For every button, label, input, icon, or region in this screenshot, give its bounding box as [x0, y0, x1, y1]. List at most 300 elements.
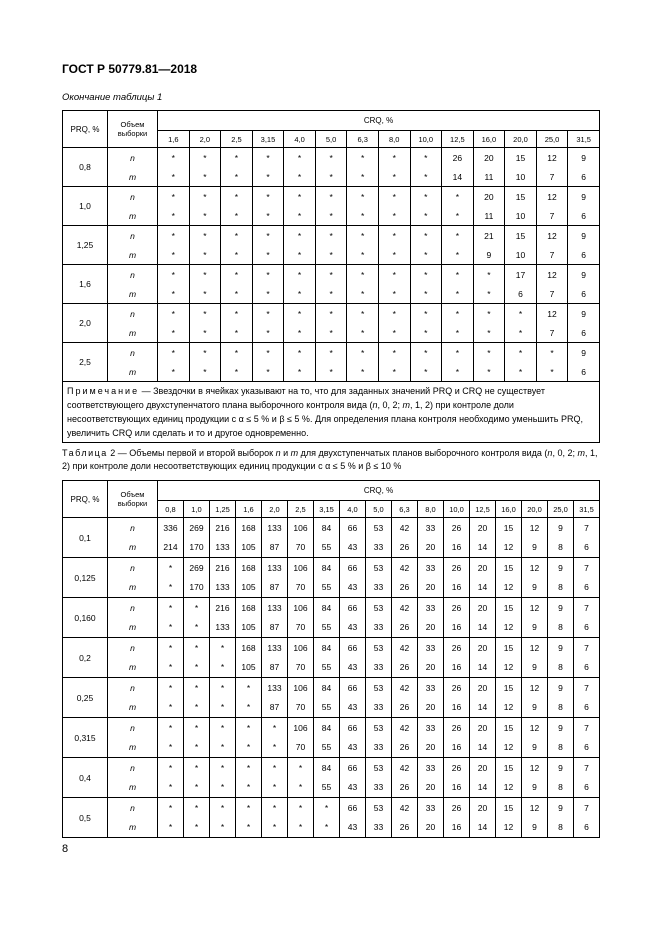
caption-text: , 1, 2) при контроле доли несоответствующих единиц продукции с α ≤ 5 % и β ≤ 10 % — [62, 448, 598, 471]
value-cell: 43 — [340, 778, 366, 798]
value-cell: 15 — [496, 558, 522, 578]
value-cell: * — [284, 226, 316, 246]
value-cell: 12 — [496, 738, 522, 758]
value-cell: 133 — [262, 638, 288, 658]
value-cell: 12 — [522, 758, 548, 778]
value-cell: * — [252, 187, 284, 207]
value-cell: 33 — [366, 778, 392, 798]
value-cell: * — [184, 758, 210, 778]
value-cell: 7 — [574, 638, 600, 658]
value-cell: * — [284, 323, 316, 343]
value-cell: 9 — [548, 718, 574, 738]
value-cell: * — [442, 245, 474, 265]
value-cell: * — [315, 226, 347, 246]
value-cell: 216 — [210, 518, 236, 538]
value-cell: 20 — [418, 778, 444, 798]
note-text: , 0, 2; — [377, 400, 403, 410]
value-cell: 133 — [210, 578, 236, 598]
value-cell: 42 — [392, 718, 418, 738]
value-cell: 14 — [470, 578, 496, 598]
table-row — [63, 798, 600, 818]
value-cell: 33 — [418, 638, 444, 658]
value-cell: 15 — [505, 226, 537, 246]
value-cell: 133 — [210, 538, 236, 558]
value-cell: 42 — [392, 798, 418, 818]
sample-symbol-cell: m — [108, 738, 158, 758]
value-cell: 12 — [496, 778, 522, 798]
table-row — [63, 578, 600, 598]
value-cell: * — [284, 362, 316, 382]
value-cell: 53 — [366, 798, 392, 818]
crq-column-header: 12,5 — [442, 131, 474, 148]
prq-cell: 0,315 — [63, 718, 108, 758]
value-cell: 66 — [340, 558, 366, 578]
value-cell: 26 — [392, 818, 418, 838]
value-cell: * — [347, 245, 379, 265]
value-cell: * — [284, 265, 316, 285]
value-cell: 9 — [522, 658, 548, 678]
value-cell: 106 — [288, 678, 314, 698]
value-cell: * — [288, 758, 314, 778]
value-cell: * — [210, 698, 236, 718]
crq-column-header: 5,0 — [315, 131, 347, 148]
value-cell: * — [158, 265, 190, 285]
value-cell: * — [221, 323, 253, 343]
value-cell: * — [158, 284, 190, 304]
crq-column-header: 3,15 — [252, 131, 284, 148]
value-cell: 8 — [548, 698, 574, 718]
value-cell: 20 — [470, 598, 496, 618]
value-cell: * — [347, 362, 379, 382]
value-cell: 9 — [522, 818, 548, 838]
value-cell: * — [442, 343, 474, 363]
value-cell: * — [347, 167, 379, 187]
value-cell: 12 — [496, 658, 522, 678]
value-cell: 26 — [392, 778, 418, 798]
value-cell: 12 — [496, 578, 522, 598]
value-cell: 20 — [470, 518, 496, 538]
value-cell: * — [236, 778, 262, 798]
value-cell: * — [189, 265, 221, 285]
value-cell: 12 — [522, 558, 548, 578]
value-cell: * — [236, 718, 262, 738]
crq-column-header: 31,5 — [574, 501, 600, 518]
sample-symbol-cell: n — [108, 678, 158, 698]
prq-cell: 1,0 — [63, 187, 108, 226]
value-cell: * — [221, 284, 253, 304]
value-cell: * — [442, 323, 474, 343]
value-cell: 6 — [568, 362, 600, 382]
value-cell: 84 — [314, 718, 340, 738]
value-cell: * — [158, 245, 190, 265]
value-cell: * — [284, 284, 316, 304]
caption-symbol-n: n — [275, 448, 281, 458]
value-cell: 133 — [262, 558, 288, 578]
value-cell: * — [236, 678, 262, 698]
value-cell: * — [189, 245, 221, 265]
value-cell: 42 — [392, 758, 418, 778]
value-cell: 87 — [262, 538, 288, 558]
value-cell: 16 — [444, 578, 470, 598]
value-cell: 26 — [444, 598, 470, 618]
value-cell: * — [262, 778, 288, 798]
value-cell: 14 — [470, 618, 496, 638]
table-row — [63, 148, 600, 168]
value-cell: * — [536, 362, 568, 382]
value-cell: 9 — [548, 678, 574, 698]
value-cell: * — [536, 343, 568, 363]
value-cell: 7 — [574, 798, 600, 818]
value-cell: * — [252, 167, 284, 187]
value-cell: 16 — [444, 698, 470, 718]
value-cell: * — [378, 167, 410, 187]
value-cell: * — [262, 758, 288, 778]
value-cell: 9 — [522, 698, 548, 718]
value-cell: 9 — [473, 245, 505, 265]
table-row — [63, 718, 600, 738]
value-cell: 9 — [568, 343, 600, 363]
value-cell: 168 — [236, 598, 262, 618]
sample-symbol-cell: n — [108, 304, 158, 324]
value-cell: * — [284, 167, 316, 187]
value-cell: 84 — [314, 518, 340, 538]
value-cell: * — [315, 148, 347, 168]
value-cell: * — [184, 638, 210, 658]
value-cell: * — [473, 284, 505, 304]
value-cell: 105 — [236, 578, 262, 598]
crq-column-header: 20,0 — [505, 131, 537, 148]
value-cell: * — [315, 206, 347, 226]
value-cell: 10 — [505, 245, 537, 265]
table-row — [63, 167, 600, 187]
value-cell: 8 — [548, 658, 574, 678]
value-cell: * — [252, 284, 284, 304]
sample-symbol-cell: m — [108, 362, 158, 382]
table-row — [63, 304, 600, 324]
table-row — [63, 638, 600, 658]
sample-symbol-cell: n — [108, 518, 158, 538]
crq-column-header: 5,0 — [366, 501, 392, 518]
value-cell: 6 — [574, 658, 600, 678]
crq-column-header: 8,0 — [418, 501, 444, 518]
crq-column-header: 4,0 — [284, 131, 316, 148]
sample-symbol-cell: n — [108, 598, 158, 618]
value-cell: 15 — [496, 798, 522, 818]
note-text: — Звездочки в ячейках указывают на то, что для заданных значений PRQ и CRQ не существует соответствующего двухступенчатого плана выборочного контроля вида ( — [67, 386, 545, 410]
value-cell: 15 — [496, 518, 522, 538]
prq-cell: 0,1 — [63, 518, 108, 558]
value-cell: 133 — [262, 598, 288, 618]
crq-column-header: 20,0 — [522, 501, 548, 518]
value-cell: 6 — [568, 167, 600, 187]
value-cell: * — [221, 167, 253, 187]
value-cell: * — [315, 187, 347, 207]
value-cell: 20 — [418, 658, 444, 678]
value-cell: 8 — [548, 738, 574, 758]
value-cell: 12 — [536, 304, 568, 324]
prq-cell: 0,125 — [63, 558, 108, 598]
prq-cell: 1,6 — [63, 265, 108, 304]
value-cell: * — [410, 206, 442, 226]
table1-crq-header: CRQ, % — [158, 111, 600, 131]
value-cell: 20 — [418, 578, 444, 598]
value-cell: * — [252, 323, 284, 343]
value-cell: * — [221, 206, 253, 226]
value-cell: 26 — [392, 578, 418, 598]
value-cell: 20 — [470, 638, 496, 658]
caption-symbol-m: m — [577, 448, 585, 458]
value-cell: * — [210, 758, 236, 778]
value-cell: 15 — [496, 598, 522, 618]
value-cell: 7 — [574, 518, 600, 538]
value-cell: 16 — [444, 618, 470, 638]
value-cell: * — [236, 798, 262, 818]
value-cell: 20 — [418, 538, 444, 558]
value-cell: 7 — [574, 598, 600, 618]
value-cell: * — [315, 167, 347, 187]
value-cell: 66 — [340, 598, 366, 618]
value-cell: * — [378, 284, 410, 304]
value-cell: 20 — [418, 698, 444, 718]
value-cell: 87 — [262, 698, 288, 718]
value-cell: 55 — [314, 618, 340, 638]
value-cell: 20 — [470, 718, 496, 738]
value-cell: * — [236, 758, 262, 778]
value-cell: * — [315, 343, 347, 363]
document-header: ГОСТ Р 50779.81—2018 — [62, 62, 198, 76]
value-cell: 55 — [314, 578, 340, 598]
value-cell: * — [158, 658, 184, 678]
value-cell: * — [252, 343, 284, 363]
value-cell: * — [284, 304, 316, 324]
value-cell: 6 — [574, 618, 600, 638]
value-cell: 43 — [340, 698, 366, 718]
value-cell: * — [505, 323, 537, 343]
table1-note — [63, 382, 600, 443]
value-cell: 12 — [522, 718, 548, 738]
value-cell: * — [184, 698, 210, 718]
sample-symbol-cell: m — [108, 167, 158, 187]
value-cell: * — [221, 226, 253, 246]
value-cell: 66 — [340, 678, 366, 698]
value-cell: 9 — [522, 778, 548, 798]
sample-symbol-cell: n — [108, 798, 158, 818]
crq-column-header: 1,6 — [158, 131, 190, 148]
table-row — [63, 678, 600, 698]
value-cell: * — [378, 226, 410, 246]
sample-symbol-cell: n — [108, 187, 158, 207]
value-cell: 216 — [210, 598, 236, 618]
value-cell: * — [284, 245, 316, 265]
value-cell: 9 — [522, 738, 548, 758]
value-cell: 168 — [236, 638, 262, 658]
value-cell: 70 — [288, 738, 314, 758]
value-cell: 15 — [496, 638, 522, 658]
value-cell: * — [189, 343, 221, 363]
value-cell: * — [347, 284, 379, 304]
value-cell: * — [210, 778, 236, 798]
table-row — [63, 284, 600, 304]
value-cell: 26 — [392, 738, 418, 758]
value-cell: 14 — [470, 738, 496, 758]
value-cell: 106 — [288, 518, 314, 538]
value-cell: 33 — [418, 518, 444, 538]
value-cell: 33 — [366, 698, 392, 718]
note-symbol-m: m — [402, 400, 410, 410]
value-cell: 53 — [366, 558, 392, 578]
value-cell: 70 — [288, 618, 314, 638]
value-cell: * — [158, 798, 184, 818]
crq-column-header: 25,0 — [548, 501, 574, 518]
value-cell: * — [158, 778, 184, 798]
value-cell: 15 — [505, 148, 537, 168]
value-cell: * — [210, 818, 236, 838]
sample-symbol-cell: m — [108, 818, 158, 838]
value-cell: * — [315, 265, 347, 285]
value-cell: 42 — [392, 678, 418, 698]
value-cell: * — [347, 323, 379, 343]
value-cell: 10 — [505, 167, 537, 187]
table-row — [63, 658, 600, 678]
value-cell: * — [189, 323, 221, 343]
value-cell: 106 — [288, 718, 314, 738]
value-cell: * — [210, 678, 236, 698]
value-cell: * — [158, 598, 184, 618]
prq-cell: 0,8 — [63, 148, 108, 187]
value-cell: 42 — [392, 558, 418, 578]
value-cell: 12 — [496, 538, 522, 558]
value-cell: 6 — [568, 284, 600, 304]
value-cell: 16 — [444, 538, 470, 558]
table-row — [63, 698, 600, 718]
value-cell: * — [189, 284, 221, 304]
value-cell: 14 — [470, 538, 496, 558]
value-cell: 12 — [522, 798, 548, 818]
prq-cell: 0,25 — [63, 678, 108, 718]
value-cell: * — [378, 323, 410, 343]
value-cell: * — [221, 343, 253, 363]
value-cell: * — [315, 304, 347, 324]
value-cell: 168 — [236, 518, 262, 538]
value-cell: 33 — [366, 578, 392, 598]
value-cell: 66 — [340, 718, 366, 738]
value-cell: 12 — [522, 678, 548, 698]
value-cell: * — [315, 245, 347, 265]
value-cell: * — [284, 148, 316, 168]
value-cell: 8 — [548, 618, 574, 638]
value-cell: 55 — [314, 778, 340, 798]
value-cell: 20 — [470, 758, 496, 778]
value-cell: 12 — [496, 698, 522, 718]
sample-symbol-cell: n — [108, 638, 158, 658]
value-cell: 26 — [444, 678, 470, 698]
note-text: , 1, 2) при контроле доли несоответствующих единиц продукции с α ≤ 5 % и β ≤ 5 %. Для определения плана контроля необходимо уменьшить PRQ, увеличить CRQ или сделать и то и другое одновременно. — [67, 400, 583, 438]
value-cell: 214 — [158, 538, 184, 558]
value-cell: 33 — [366, 538, 392, 558]
table-row — [63, 187, 600, 207]
value-cell: 53 — [366, 518, 392, 538]
value-cell: 16 — [444, 778, 470, 798]
value-cell: * — [473, 343, 505, 363]
value-cell: * — [158, 738, 184, 758]
value-cell: 33 — [418, 758, 444, 778]
value-cell: 87 — [262, 658, 288, 678]
value-cell: * — [378, 148, 410, 168]
value-cell: * — [315, 362, 347, 382]
value-cell: * — [158, 558, 184, 578]
value-cell: * — [410, 304, 442, 324]
table-row — [63, 778, 600, 798]
caption-text: , 0, 2; — [552, 448, 578, 458]
value-cell: * — [158, 698, 184, 718]
value-cell: 16 — [444, 738, 470, 758]
value-cell: 9 — [568, 148, 600, 168]
value-cell: * — [158, 343, 190, 363]
value-cell: 9 — [548, 798, 574, 818]
crq-column-header: 6,3 — [392, 501, 418, 518]
value-cell: 12 — [536, 265, 568, 285]
table2 — [62, 480, 600, 838]
crq-column-header: 10,0 — [444, 501, 470, 518]
value-cell: 26 — [442, 148, 474, 168]
value-cell: 70 — [288, 538, 314, 558]
value-cell: 20 — [473, 148, 505, 168]
value-cell: * — [221, 187, 253, 207]
value-cell: * — [314, 818, 340, 838]
value-cell: * — [210, 718, 236, 738]
sample-symbol-cell: n — [108, 718, 158, 738]
value-cell: * — [189, 304, 221, 324]
value-cell: * — [262, 798, 288, 818]
crq-column-header: 10,0 — [410, 131, 442, 148]
value-cell: * — [158, 323, 190, 343]
table1 — [62, 110, 600, 443]
table-row — [63, 206, 600, 226]
value-cell: 12 — [522, 518, 548, 538]
value-cell: * — [288, 778, 314, 798]
value-cell: 26 — [444, 638, 470, 658]
value-cell: 66 — [340, 758, 366, 778]
value-cell: 8 — [548, 778, 574, 798]
value-cell: 26 — [444, 558, 470, 578]
value-cell: 8 — [548, 538, 574, 558]
value-cell: * — [315, 323, 347, 343]
value-cell: 6 — [568, 206, 600, 226]
value-cell: 6 — [505, 284, 537, 304]
value-cell: * — [262, 818, 288, 838]
value-cell: 7 — [536, 284, 568, 304]
caption-label: Таблица — [62, 448, 108, 458]
sample-symbol-cell: n — [108, 758, 158, 778]
value-cell: * — [410, 284, 442, 304]
value-cell: 133 — [262, 518, 288, 538]
value-cell: * — [189, 187, 221, 207]
value-cell: * — [158, 206, 190, 226]
value-cell: 7 — [574, 718, 600, 738]
crq-column-header: 2,0 — [262, 501, 288, 518]
value-cell: * — [347, 343, 379, 363]
value-cell: 33 — [418, 718, 444, 738]
value-cell: 12 — [496, 818, 522, 838]
value-cell: * — [158, 578, 184, 598]
value-cell: * — [158, 304, 190, 324]
note-label: Примечание — [67, 386, 140, 396]
value-cell: 9 — [522, 538, 548, 558]
value-cell: 33 — [418, 598, 444, 618]
value-cell: * — [184, 598, 210, 618]
value-cell: 70 — [288, 658, 314, 678]
value-cell: 7 — [536, 245, 568, 265]
